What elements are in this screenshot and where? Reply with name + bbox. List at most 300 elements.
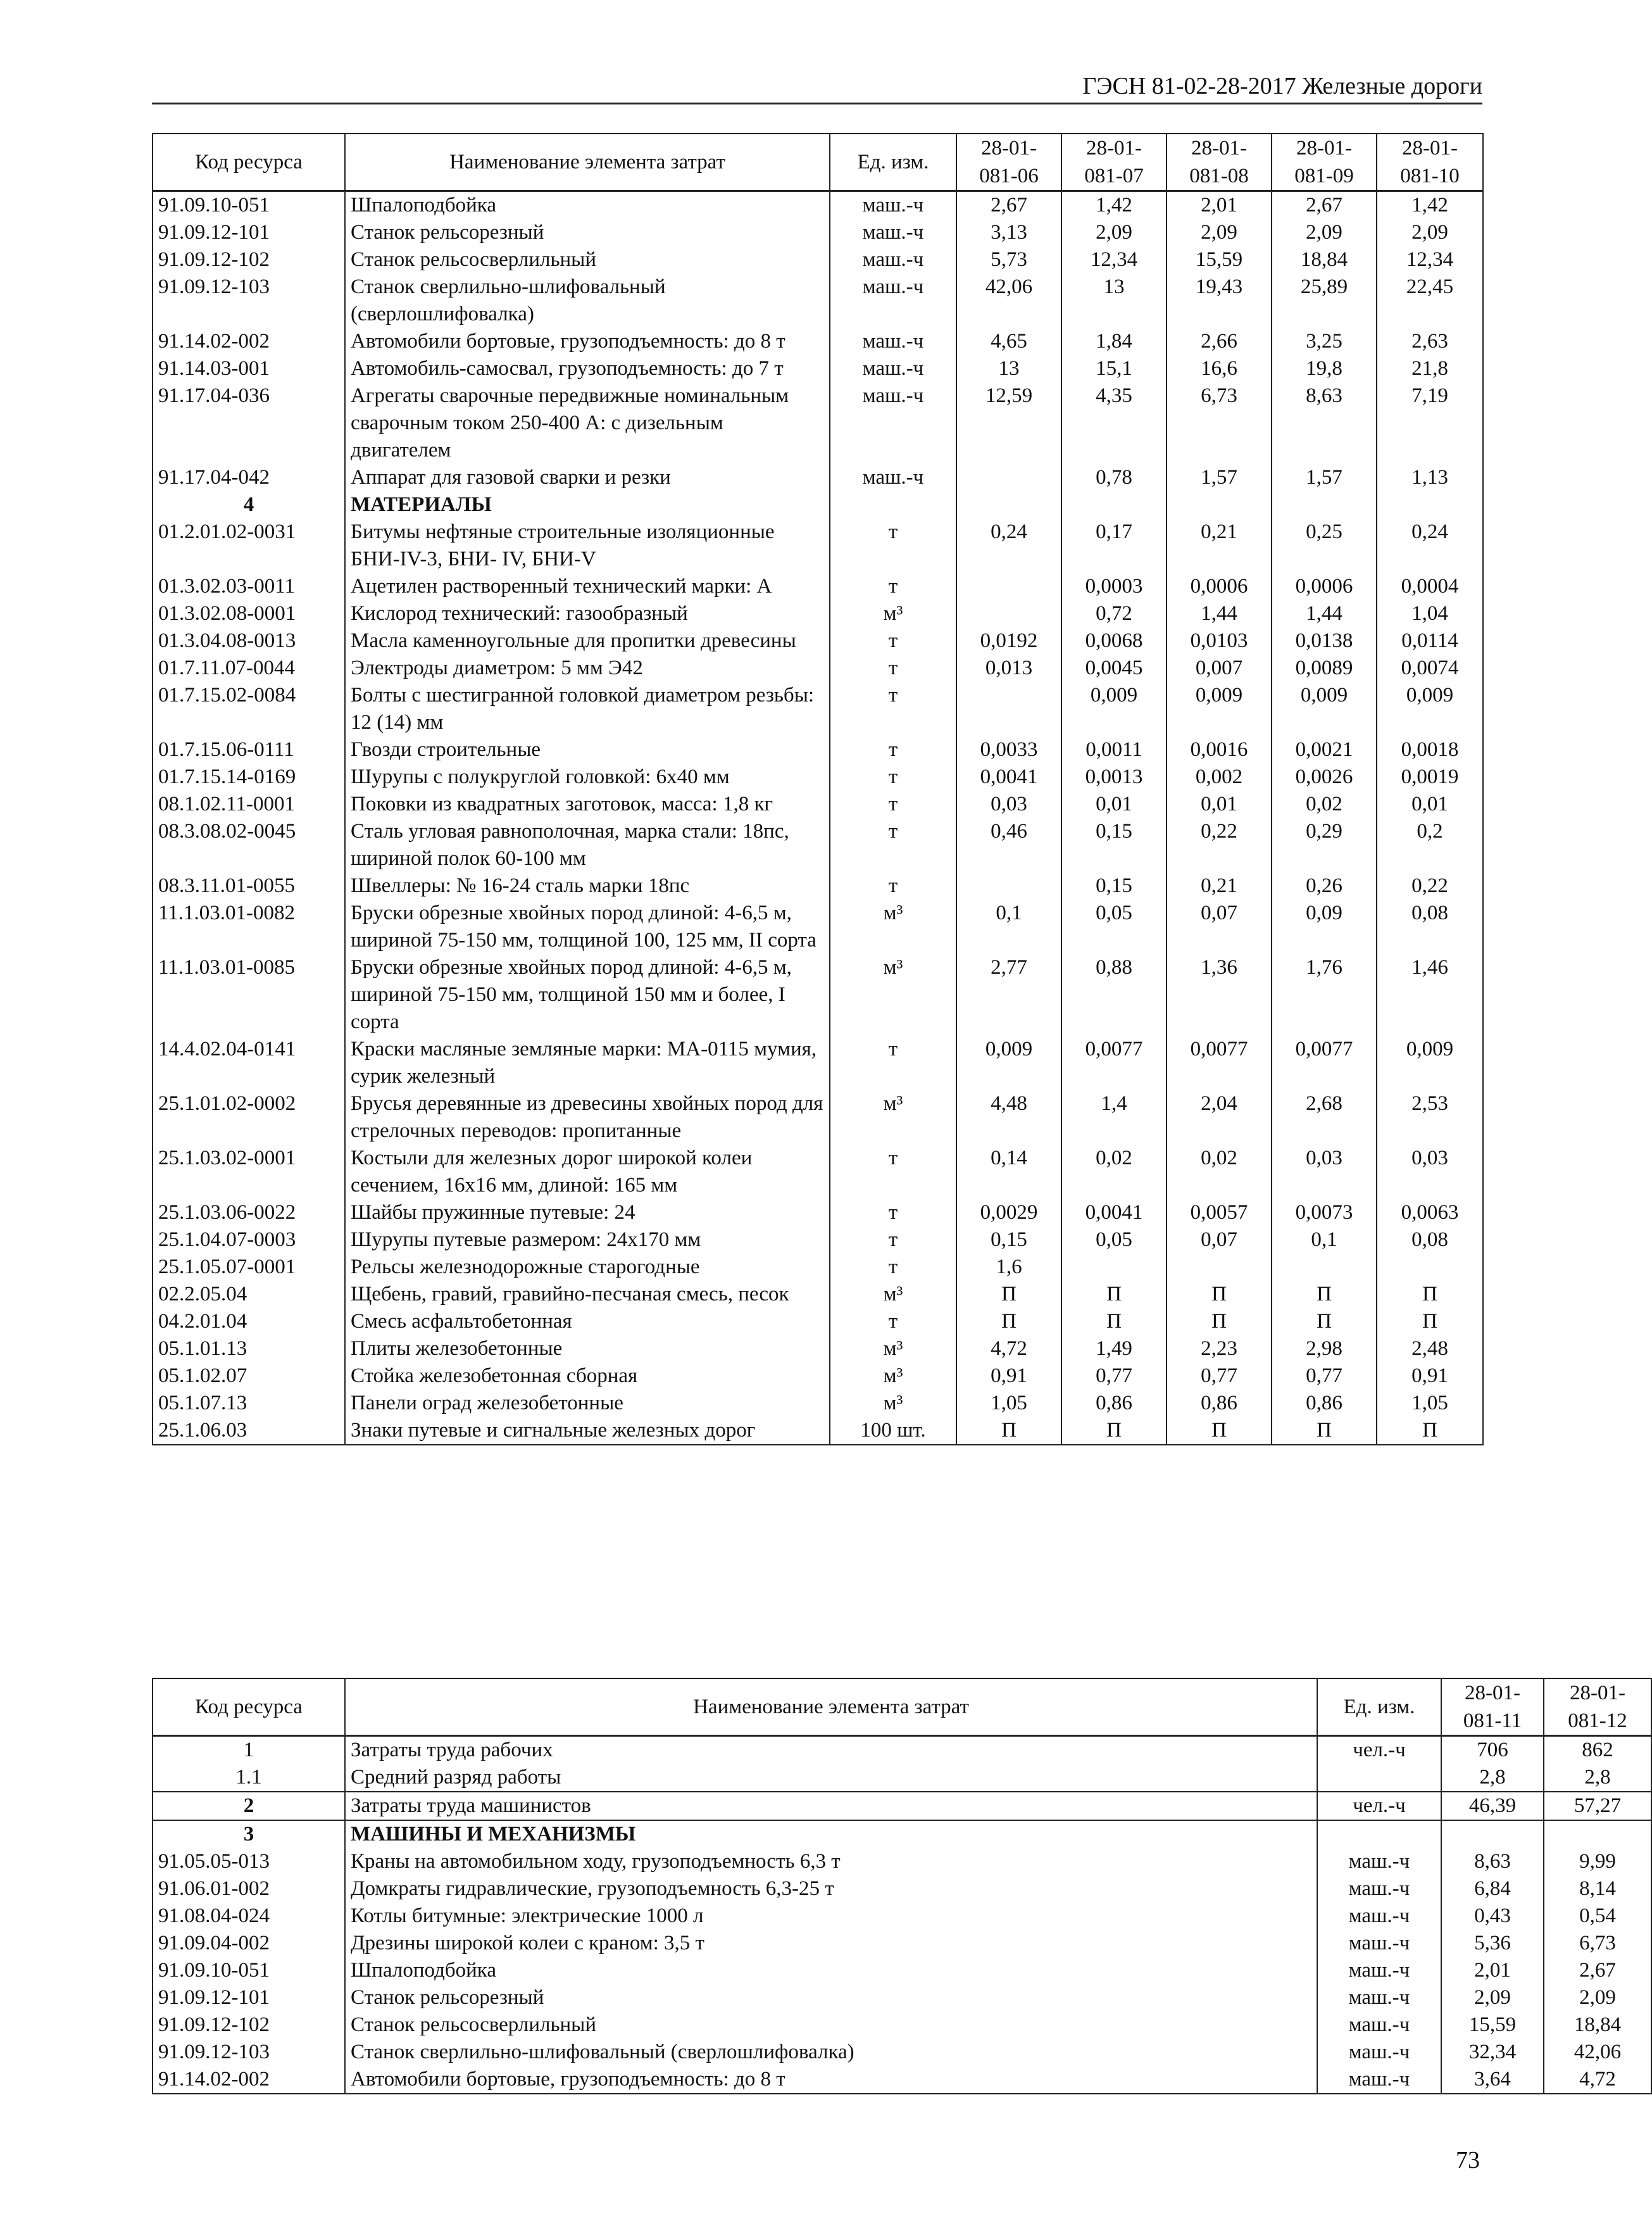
norm-value: 0,05: [1061, 900, 1167, 954]
norm-value: 1,13: [1377, 464, 1483, 491]
norm-value: 2,04: [1167, 1090, 1272, 1145]
resource-code: 08.3.11.01-0055: [153, 872, 345, 900]
resource-table-2: [152, 1678, 1652, 2094]
resource-code: 01.7.15.06-0111: [153, 736, 345, 764]
norm-value: 0,02: [1272, 791, 1377, 818]
resource-code: 08.3.08.02-0045: [153, 818, 345, 872]
resource-code: 04.2.01.04: [153, 1308, 345, 1335]
norm-value: П: [1061, 1417, 1167, 1445]
norm-value: 0,02: [1167, 1145, 1272, 1199]
norm-value: 1,04: [1377, 600, 1483, 627]
norm-value: 0,21: [1167, 872, 1272, 900]
resource-name: Смесь асфальтобетонная: [345, 1308, 830, 1335]
norm-value: 15,1: [1061, 355, 1167, 382]
resource-code: 91.08.04-024: [153, 1903, 345, 1930]
norm-value: 0,88: [1061, 954, 1167, 1036]
norm-value: 12,34: [1377, 246, 1483, 274]
norm-value: 13: [1061, 274, 1167, 328]
resource-name: Станок сверлильно-шлифовальный (сверлошлифовалка): [345, 274, 830, 328]
resource-code: 91.09.12-103: [153, 274, 345, 328]
norm-value: 0,91: [1377, 1362, 1483, 1390]
norm-value: 1,84: [1061, 328, 1167, 355]
norm-value: [1544, 1820, 1651, 1848]
norm-value: 0,1: [956, 900, 1061, 954]
norm-value: 19,43: [1167, 274, 1272, 328]
document-title: ГЭСН 81-02-28-2017 Железные дороги: [1082, 73, 1482, 99]
resource-name: Котлы битумные: электрические 1000 л: [345, 1903, 1317, 1930]
resource-name: Станок рельсорезный: [345, 1984, 1317, 2011]
table-row: [153, 274, 1483, 328]
norm-value: 42,06: [1544, 2039, 1651, 2066]
resource-code: 91.09.12-103: [153, 2039, 345, 2066]
section-row: [153, 1820, 1651, 1848]
table-row: [153, 682, 1483, 736]
resource-name: Шпалоподбойка: [345, 191, 830, 220]
resource-code: 91.17.04-042: [153, 464, 345, 491]
unit-of-measure: т: [830, 655, 956, 682]
norm-value: 57,27: [1544, 1792, 1651, 1820]
norm-value: 0,007: [1167, 655, 1272, 682]
norm-value: 12,59: [956, 382, 1061, 464]
resource-name: Краны на автомобильном ходу, грузоподъемность 6,3 т: [345, 1848, 1317, 1875]
norm-value: 0,0029: [956, 1199, 1061, 1226]
unit-of-measure: т: [830, 573, 956, 600]
resource-code: 01.3.02.08-0001: [153, 600, 345, 627]
unit-of-measure: маш.-ч: [830, 328, 956, 355]
resource-code: 08.1.02.11-0001: [153, 791, 345, 818]
table-row: [153, 2011, 1651, 2039]
norm-value: 0,0057: [1167, 1199, 1272, 1226]
table-row: [153, 1199, 1483, 1226]
norm-value: 0,0114: [1377, 627, 1483, 655]
norm-value: П: [1377, 1281, 1483, 1308]
norm-value: 0,26: [1272, 872, 1377, 900]
resource-code: 91.06.01-002: [153, 1875, 345, 1903]
norm-value: 0,08: [1377, 1226, 1483, 1254]
unit-of-measure: маш.-ч: [1317, 1984, 1441, 2011]
resource-code: 25.1.03.02-0001: [153, 1145, 345, 1199]
norm-value: П: [956, 1417, 1061, 1445]
header-unit: Ед. изм.: [830, 134, 956, 191]
norm-value: 0,0138: [1272, 627, 1377, 655]
norm-value: 5,73: [956, 246, 1061, 274]
norm-value: 0,17: [1061, 519, 1167, 573]
resource-name: Затраты труда рабочих: [345, 1736, 1317, 1765]
norm-value: П: [1272, 1308, 1377, 1335]
header-col-081-11: 28-01- 081-11: [1441, 1678, 1544, 1736]
table-row: [153, 1281, 1483, 1308]
table-row: [153, 1930, 1651, 1957]
norm-value: 7,19: [1377, 382, 1483, 464]
norm-value: П: [1167, 1281, 1272, 1308]
unit-of-measure: маш.-ч: [1317, 2039, 1441, 2066]
resource-name: Щебень, гравий, гравийно-песчаная смесь, песок: [345, 1281, 830, 1308]
table-row: [153, 1875, 1651, 1903]
norm-value: 2,8: [1441, 1764, 1544, 1792]
norm-value: 0,0068: [1061, 627, 1167, 655]
norm-value: 0,07: [1167, 1226, 1272, 1254]
norm-value: 0,1: [1272, 1226, 1377, 1254]
norm-value: 2,66: [1167, 328, 1272, 355]
table-row: [153, 573, 1483, 600]
table-row: [153, 655, 1483, 682]
norm-value: 2,23: [1167, 1335, 1272, 1362]
norm-value: 4,72: [956, 1335, 1061, 1362]
norm-value: 0,2: [1377, 818, 1483, 872]
norm-value: 1,4: [1061, 1090, 1167, 1145]
norm-value: [1441, 1820, 1544, 1848]
norm-value: П: [1377, 1417, 1483, 1445]
norm-value: 6,73: [1544, 1930, 1651, 1957]
norm-value: 32,34: [1441, 2039, 1544, 2066]
norm-value: 1,6: [956, 1254, 1061, 1281]
running-header: [152, 71, 1482, 104]
page-number: 73: [1456, 2147, 1480, 2174]
norm-value: 2,98: [1272, 1335, 1377, 1362]
norm-value: 16,6: [1167, 355, 1272, 382]
norm-value: 0,0192: [956, 627, 1061, 655]
norm-value: 0,08: [1377, 900, 1483, 954]
norm-value: 0,03: [1377, 1145, 1483, 1199]
resource-name: Шпалоподбойка: [345, 1957, 1317, 1984]
norm-value: 1,44: [1272, 600, 1377, 627]
norm-value: 2,68: [1272, 1090, 1377, 1145]
resource-table-1: [152, 133, 1484, 1445]
table-row: [153, 1984, 1651, 2011]
resource-code: 05.1.02.07: [153, 1362, 345, 1390]
norm-value: 0,43: [1441, 1903, 1544, 1930]
resource-name: Болты с шестигранной головкой диаметром резьбы: 12 (14) мм: [345, 682, 830, 736]
norm-value: 862: [1544, 1736, 1651, 1765]
norm-value: 2,48: [1377, 1335, 1483, 1362]
resource-name: Агрегаты сварочные передвижные номинальным сварочным током 250-400 А: с дизельным двигателем: [345, 382, 830, 464]
resource-code: 14.4.02.04-0141: [153, 1036, 345, 1090]
unit-of-measure: маш.-ч: [830, 464, 956, 491]
norm-value: 0,77: [1167, 1362, 1272, 1390]
norm-value: 2,63: [1377, 328, 1483, 355]
resource-code: 91.09.10-051: [153, 191, 345, 220]
unit-of-measure: маш.-ч: [830, 274, 956, 328]
norm-value: 0,09: [1272, 900, 1377, 954]
unit-of-measure: т: [830, 1145, 956, 1199]
norm-value: 0,009: [1272, 682, 1377, 736]
norm-value: 0,24: [956, 519, 1061, 573]
norm-value: 0,0063: [1377, 1199, 1483, 1226]
table-row: [153, 1308, 1483, 1335]
table-row: [153, 736, 1483, 764]
norm-value: 0,0033: [956, 736, 1061, 764]
table-row: [153, 1903, 1651, 1930]
norm-value: 0,15: [956, 1226, 1061, 1254]
norm-value: 1,42: [1377, 191, 1483, 220]
header-code: Код ресурса: [153, 1678, 345, 1736]
norm-value: 2,67: [956, 191, 1061, 220]
resource-code: 91.09.12-102: [153, 246, 345, 274]
norm-value: 3,25: [1272, 328, 1377, 355]
header-col-081-07: 28-01- 081-07: [1061, 134, 1167, 191]
table-row: [153, 355, 1483, 382]
unit-of-measure: т: [830, 791, 956, 818]
norm-value: 0,0019: [1377, 764, 1483, 791]
norm-value: 0,78: [1061, 464, 1167, 491]
resource-name: Брусья деревянные из древесины хвойных пород для стрелочных переводов: пропитанные: [345, 1090, 830, 1145]
resource-code: 91.09.10-051: [153, 1957, 345, 1984]
table-row: [153, 872, 1483, 900]
norm-value: 0,54: [1544, 1903, 1651, 1930]
norm-value: 0,0006: [1167, 573, 1272, 600]
table-header-row: [153, 1678, 1651, 1736]
unit-of-measure: маш.-ч: [1317, 1848, 1441, 1875]
norm-value: 2,09: [1441, 1984, 1544, 2011]
norm-value: 2,09: [1167, 219, 1272, 246]
norm-value: 2,67: [1272, 191, 1377, 220]
table-row: [153, 2066, 1651, 2094]
norm-value: 0,86: [1167, 1390, 1272, 1417]
norm-value: 42,06: [956, 274, 1061, 328]
norm-value: 0,0041: [956, 764, 1061, 791]
resource-name: Сталь угловая равнополочная, марка стали: 18пс, шириной полок 60-100 мм: [345, 818, 830, 872]
resource-code: 01.7.15.14-0169: [153, 764, 345, 791]
resource-name: Бруски обрезные хвойных пород длиной: 4-6,5 м, шириной 75-150 мм, толщиной 100, 125 мм, II сорта: [345, 900, 830, 954]
header-col-081-06: 28-01- 081-06: [956, 134, 1061, 191]
resource-code: 91.09.04-002: [153, 1930, 345, 1957]
resource-name: Краски масляные земляные марки: МА-0115 мумия, сурик железный: [345, 1036, 830, 1090]
norm-value: 2,77: [956, 954, 1061, 1036]
unit-of-measure: чел.-ч: [1317, 1792, 1441, 1820]
header-col-081-10: 28-01- 081-10: [1377, 134, 1483, 191]
table-row: [153, 219, 1483, 246]
norm-value: 0,01: [1167, 791, 1272, 818]
norm-value: 0,03: [1272, 1145, 1377, 1199]
norm-value: 0,05: [1061, 1226, 1167, 1254]
norm-value: 15,59: [1167, 246, 1272, 274]
norm-value: П: [1061, 1281, 1167, 1308]
norm-value: 0,86: [1272, 1390, 1377, 1417]
resource-code: 25.1.03.06-0022: [153, 1199, 345, 1226]
resource-name: Шурупы с полукруглой головкой: 6х40 мм: [345, 764, 830, 791]
norm-value: 0,0013: [1061, 764, 1167, 791]
resource-name: Поковки из квадратных заготовок, масса: 1,8 кг: [345, 791, 830, 818]
norm-value: 0,72: [1061, 600, 1167, 627]
resource-name: Затраты труда машинистов: [345, 1792, 1317, 1820]
norm-value: 2,09: [1061, 219, 1167, 246]
norm-value: [956, 491, 1061, 519]
unit-of-measure: маш.-ч: [830, 355, 956, 382]
header-col-081-09: 28-01- 081-09: [1272, 134, 1377, 191]
norm-value: [956, 573, 1061, 600]
norm-value: 706: [1441, 1736, 1544, 1765]
norm-value: 0,02: [1061, 1145, 1167, 1199]
unit-of-measure: [830, 491, 956, 519]
header-name: Наименование элемента затрат: [345, 1678, 1317, 1736]
resource-name: Станок рельсорезный: [345, 219, 830, 246]
unit-of-measure: м³: [830, 600, 956, 627]
unit-of-measure: маш.-ч: [1317, 2011, 1441, 2039]
norm-value: 0,21: [1167, 519, 1272, 573]
norm-value: 0,15: [1061, 818, 1167, 872]
norm-value: 0,0006: [1272, 573, 1377, 600]
resource-code: 02.2.05.04: [153, 1281, 345, 1308]
norm-value: 0,46: [956, 818, 1061, 872]
norm-value: П: [1272, 1281, 1377, 1308]
unit-of-measure: м³: [830, 954, 956, 1036]
resource-name: Автомобиль-самосвал, грузоподъемность: до 7 т: [345, 355, 830, 382]
resource-code: 25.1.05.07-0001: [153, 1254, 345, 1281]
norm-value: 0,01: [1061, 791, 1167, 818]
norm-value: 8,63: [1441, 1848, 1544, 1875]
norm-value: [956, 682, 1061, 736]
norm-value: 0,86: [1061, 1390, 1167, 1417]
norm-value: 0,0041: [1061, 1199, 1167, 1226]
norm-value: 0,22: [1167, 818, 1272, 872]
norm-value: 1,36: [1167, 954, 1272, 1036]
unit-of-measure: м³: [830, 1335, 956, 1362]
resource-code: 01.7.15.02-0084: [153, 682, 345, 736]
norm-value: 19,8: [1272, 355, 1377, 382]
resource-name: Шурупы путевые размером: 24х170 мм: [345, 1226, 830, 1254]
resource-code: 01.2.01.02-0031: [153, 519, 345, 573]
norm-value: 0,0103: [1167, 627, 1272, 655]
table-row: [153, 1335, 1483, 1362]
norm-value: 3,64: [1441, 2066, 1544, 2094]
norm-value: 9,99: [1544, 1848, 1651, 1875]
norm-value: 21,8: [1377, 355, 1483, 382]
table-row: [153, 791, 1483, 818]
resource-name: Станок рельсосверлильный: [345, 2011, 1317, 2039]
norm-value: 4,48: [956, 1090, 1061, 1145]
table-row: [153, 1145, 1483, 1199]
norm-value: 3,13: [956, 219, 1061, 246]
table-row: [153, 1090, 1483, 1145]
table-row: [153, 764, 1483, 791]
norm-value: П: [956, 1308, 1061, 1335]
norm-value: [1061, 491, 1167, 519]
norm-value: 0,009: [1377, 682, 1483, 736]
norm-value: 0,0003: [1061, 573, 1167, 600]
resource-name: Средний разряд работы: [345, 1764, 1317, 1792]
norm-value: [1167, 491, 1272, 519]
norm-value: 5,36: [1441, 1930, 1544, 1957]
table-row: [153, 1390, 1483, 1417]
norm-value: 2,01: [1167, 191, 1272, 220]
table-row: [153, 1957, 1651, 1984]
norm-value: 8,14: [1544, 1875, 1651, 1903]
header-col-081-08: 28-01- 081-08: [1167, 134, 1272, 191]
header-name: Наименование элемента затрат: [345, 134, 830, 191]
norm-value: [956, 464, 1061, 491]
unit-of-measure: маш.-ч: [1317, 1930, 1441, 1957]
unit-of-measure: т: [830, 1036, 956, 1090]
norm-value: [1167, 1254, 1272, 1281]
table-row: [153, 1226, 1483, 1254]
norm-value: 0,25: [1272, 519, 1377, 573]
norm-value: 0,0011: [1061, 736, 1167, 764]
unit-of-measure: т: [830, 627, 956, 655]
unit-of-measure: 100 шт.: [830, 1417, 956, 1445]
norm-value: 1,46: [1377, 954, 1483, 1036]
norm-value: 1,05: [956, 1390, 1061, 1417]
resource-name: Знаки путевые и сигнальные железных дорог: [345, 1417, 830, 1445]
norm-value: 0,0026: [1272, 764, 1377, 791]
norm-value: 0,0074: [1377, 655, 1483, 682]
norm-value: 2,09: [1377, 219, 1483, 246]
unit-of-measure: т: [830, 872, 956, 900]
unit-of-measure: [1317, 1764, 1441, 1792]
unit-of-measure: чел.-ч: [1317, 1736, 1441, 1765]
table-row: [153, 1736, 1651, 1765]
norm-value: 0,14: [956, 1145, 1061, 1199]
unit-of-measure: м³: [830, 1390, 956, 1417]
norm-value: [1061, 1254, 1167, 1281]
resource-name: Дрезины широкой колеи с краном: 3,5 т: [345, 1930, 1317, 1957]
section-row: [153, 491, 1483, 519]
resource-name: Масла каменноугольные для пропитки древесины: [345, 627, 830, 655]
resource-name: Кислород технический: газообразный: [345, 600, 830, 627]
unit-of-measure: т: [830, 736, 956, 764]
norm-value: 0,24: [1377, 519, 1483, 573]
norm-value: 4,65: [956, 328, 1061, 355]
norm-value: 2,8: [1544, 1764, 1651, 1792]
norm-value: 0,0089: [1272, 655, 1377, 682]
unit-of-measure: м³: [830, 1281, 956, 1308]
resource-name: Электроды диаметром: 5 мм Э42: [345, 655, 830, 682]
norm-value: [1377, 491, 1483, 519]
table-row: [153, 246, 1483, 274]
norm-value: П: [1167, 1308, 1272, 1335]
norm-value: П: [1377, 1308, 1483, 1335]
norm-value: 0,009: [1377, 1036, 1483, 1090]
norm-value: [1272, 491, 1377, 519]
norm-value: 0,0045: [1061, 655, 1167, 682]
table-row: [153, 2039, 1651, 2066]
resource-code: 25.1.06.03: [153, 1417, 345, 1445]
unit-of-measure: м³: [830, 1090, 956, 1145]
norm-value: 0,03: [956, 791, 1061, 818]
norm-value: 0,0016: [1167, 736, 1272, 764]
resource-code: 91.09.12-102: [153, 2011, 345, 2039]
resource-name: Бруски обрезные хвойных пород длиной: 4-6,5 м, шириной 75-150 мм, толщиной 150 мм и более, I сорта: [345, 954, 830, 1036]
unit-of-measure: маш.-ч: [1317, 1957, 1441, 1984]
resource-code: 1.1: [153, 1764, 345, 1792]
resource-name: Шайбы пружинные путевые: 24: [345, 1199, 830, 1226]
norm-value: 2,09: [1272, 219, 1377, 246]
norm-value: 6,73: [1167, 382, 1272, 464]
norm-value: 0,009: [1061, 682, 1167, 736]
resource-code: 01.7.11.07-0044: [153, 655, 345, 682]
table-row: [153, 1362, 1483, 1390]
norm-value: 0,07: [1167, 900, 1272, 954]
norm-value: 0,002: [1167, 764, 1272, 791]
resource-code: 2: [153, 1792, 345, 1820]
resource-name: Битумы нефтяные строительные изоляционные БНИ-IV-3, БНИ- IV, БНИ-V: [345, 519, 830, 573]
resource-name: Гвозди строительные: [345, 736, 830, 764]
norm-value: П: [1167, 1417, 1272, 1445]
norm-value: 0,0021: [1272, 736, 1377, 764]
norm-value: 6,84: [1441, 1875, 1544, 1903]
resource-code: 91.09.12-101: [153, 1984, 345, 2011]
norm-value: 0,0077: [1167, 1036, 1272, 1090]
table-row: [153, 519, 1483, 573]
header-unit: Ед. изм.: [1317, 1678, 1441, 1736]
norm-value: 1,42: [1061, 191, 1167, 220]
norm-value: 0,29: [1272, 818, 1377, 872]
table-row: [153, 464, 1483, 491]
table-row: [153, 1036, 1483, 1090]
norm-value: 1,05: [1377, 1390, 1483, 1417]
resource-code: 91.17.04-036: [153, 382, 345, 464]
resource-name: Стойка железобетонная сборная: [345, 1362, 830, 1390]
resource-name: Домкраты гидравлические, грузоподъемность 6,3-25 т: [345, 1875, 1317, 1903]
